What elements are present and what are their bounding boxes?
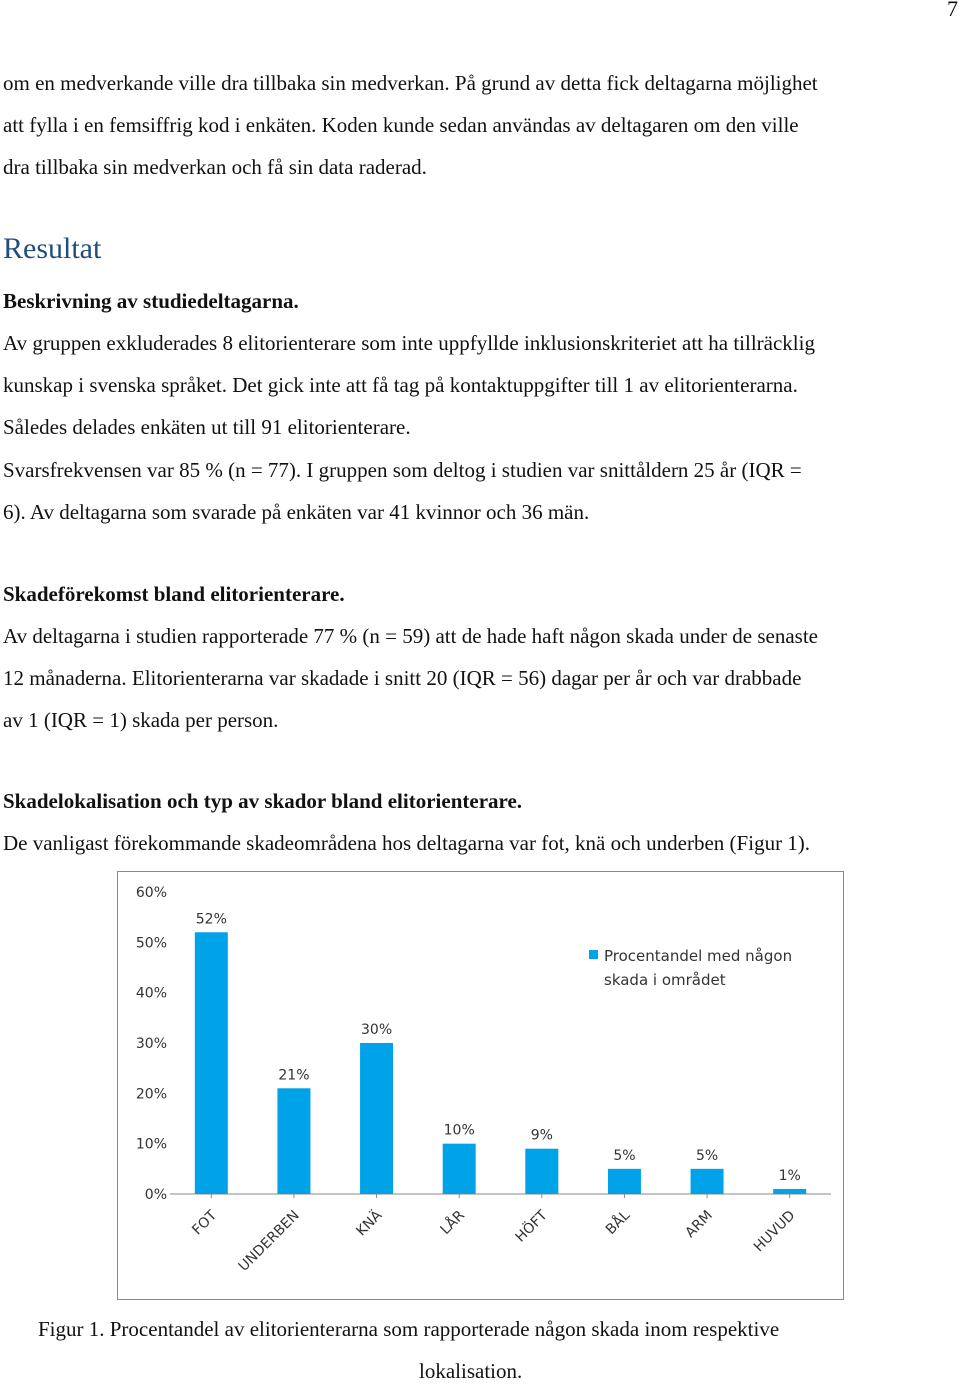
- data-label: 1%: [778, 1167, 801, 1184]
- paragraph-line: 12 månaderna. Elitorienterarna var skadade i snitt 20 (IQR = 56) dagar per år och var drabbade: [3, 666, 802, 690]
- data-label: 52%: [195, 911, 227, 928]
- paragraph-line: Av gruppen exkluderades 8 elitorienterare som inte uppfyllde inklusionskriteriet att ha tillräcklig: [3, 331, 815, 355]
- section-heading: Resultat: [3, 232, 102, 265]
- x-tick-label: HÖFT: [512, 1207, 551, 1246]
- subsection-heading: Beskrivning av studiedeltagarna.: [3, 289, 299, 313]
- bar: [360, 1043, 393, 1194]
- x-tick-label: LÅR: [437, 1207, 469, 1238]
- bar-chart: [118, 872, 842, 1298]
- data-label: 10%: [443, 1122, 475, 1139]
- subsection-heading: Skadeförekomst bland elitorienterare.: [3, 582, 345, 606]
- bar: [195, 932, 228, 1194]
- y-tick-label: 60%: [135, 885, 167, 901]
- paragraph-line: av 1 (IQR = 1) skada per person.: [3, 708, 279, 732]
- data-label: 9%: [530, 1127, 553, 1144]
- bar: [525, 1149, 558, 1194]
- legend-label: skada i området: [604, 971, 726, 989]
- paragraph-line: kunskap i svenska språket. Det gick inte att få tag på kontaktuppgifter till 1 av elitorienterarna.: [3, 373, 798, 397]
- paragraph-line: dra tillbaka sin medverkan och få sin data raderad.: [3, 155, 427, 179]
- paragraph-line: 6). Av deltagarna som svarade på enkäten var 41 kvinnor och 36 män.: [3, 500, 590, 524]
- x-tick-label: ARM: [682, 1207, 716, 1242]
- y-tick-label: 0%: [144, 1187, 167, 1203]
- paragraph-line: att fylla i en femsiffrig kod i enkäten. Koden kunde sedan användas av deltagaren om den ville: [3, 113, 799, 137]
- subsection-heading: Skadelokalisation och typ av skador bland elitorienterare.: [3, 789, 523, 813]
- paragraph-line: Således delades enkäten ut till 91 elitorienterare.: [3, 415, 411, 439]
- bar: [608, 1169, 641, 1194]
- data-label: 5%: [613, 1147, 636, 1164]
- bar-chart-figure: [117, 871, 844, 1300]
- figure-caption: Figur 1. Procentandel av elitorienterarna som rapporterade någon skada inom respektive: [38, 1317, 780, 1341]
- x-tick-label: UNDERBEN: [235, 1207, 303, 1275]
- bar: [773, 1189, 806, 1194]
- paragraph-line: Svarsfrekvensen var 85 % (n = 77). I gruppen som deltog i studien var snittåldern 25 år (IQR =: [3, 458, 802, 482]
- y-tick-label: 20%: [135, 1086, 167, 1103]
- legend-swatch: [589, 950, 598, 959]
- y-tick-label: 40%: [135, 985, 167, 1002]
- paragraph-line: De vanligast förekommande skadeområdena hos deltagarna var fot, knä och underben (Figur 1).: [3, 831, 811, 855]
- data-label: 30%: [361, 1022, 393, 1038]
- y-tick-label: 10%: [135, 1136, 167, 1153]
- x-tick-label: BÅL: [602, 1207, 634, 1238]
- data-label: 5%: [695, 1147, 719, 1164]
- y-tick-label: 30%: [135, 1036, 167, 1052]
- paragraph-line: om en medverkande ville dra tillbaka sin medverkan. På grund av detta fick deltagarna möjlighet: [3, 71, 818, 95]
- data-label: 21%: [278, 1067, 310, 1084]
- bar: [443, 1144, 476, 1194]
- paragraph-line: Av deltagarna i studien rapporterade 77 % (n = 59) att de hade haft någon skada under de senaste: [3, 624, 818, 648]
- x-tick-label: FOT: [189, 1207, 221, 1239]
- x-tick-label: HUVUD: [750, 1207, 799, 1256]
- bar: [691, 1169, 724, 1194]
- page-number: 7: [947, 0, 958, 21]
- figure-caption: lokalisation.: [419, 1359, 523, 1383]
- x-tick-label: KNÄ: [353, 1207, 386, 1240]
- legend-label: Procentandel med någon: [604, 947, 793, 965]
- bar: [277, 1088, 310, 1194]
- y-tick-label: 50%: [135, 935, 167, 952]
